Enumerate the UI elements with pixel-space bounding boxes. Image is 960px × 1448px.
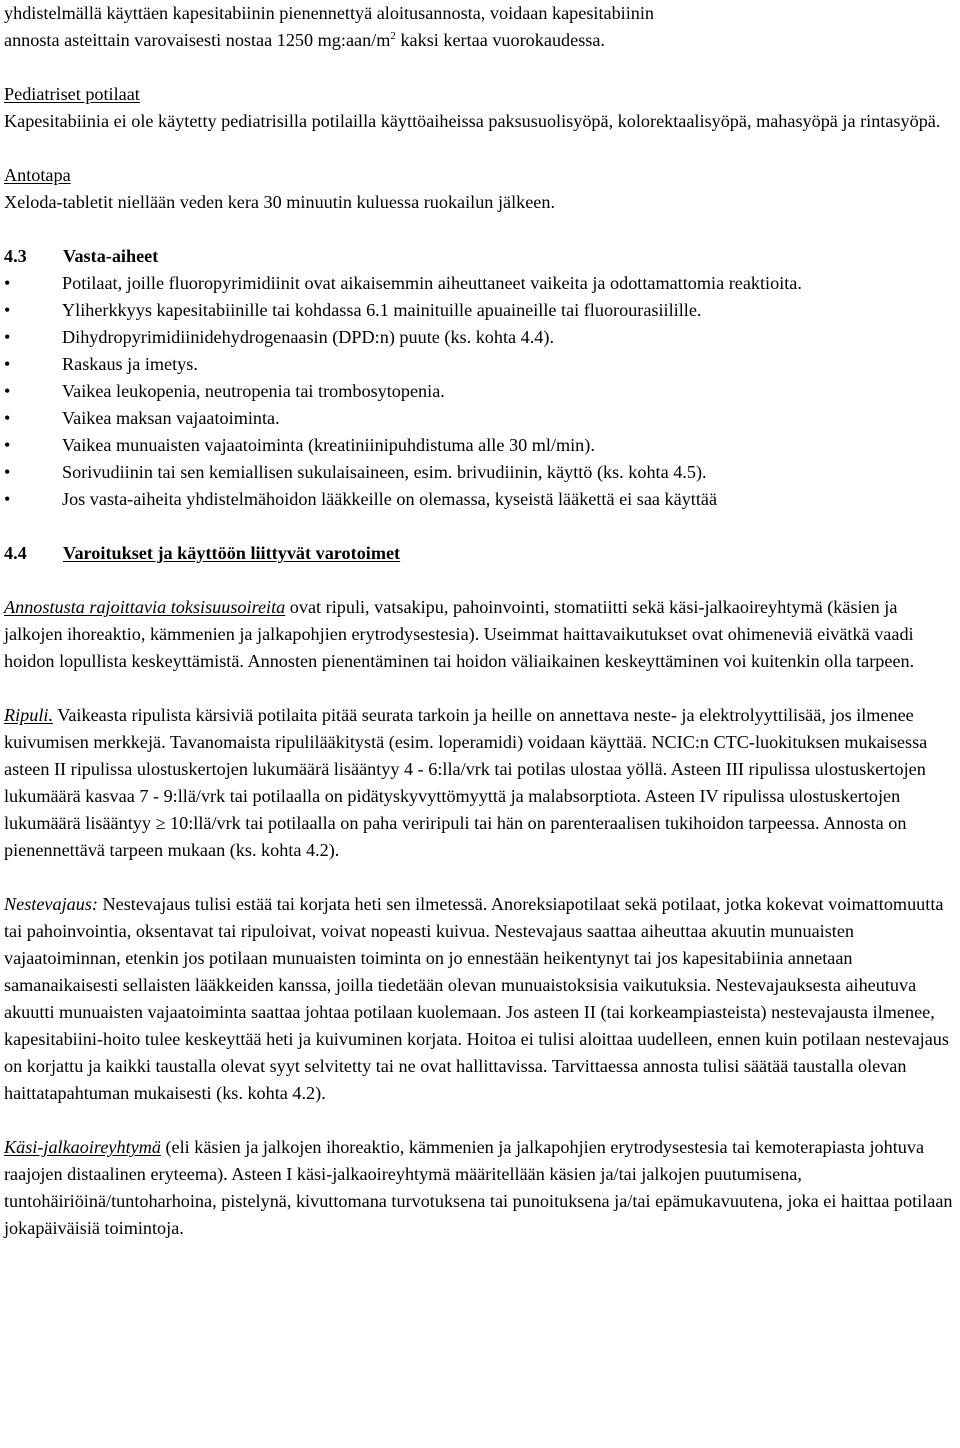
document-page	[4, 0, 956, 1242]
diarrhea-lead: Ripuli.	[4, 705, 54, 725]
superscript-2: 2	[390, 29, 396, 42]
contraindications-list	[4, 270, 956, 513]
diarrhea-text-a: Vaikeasta ripulista kärsiviä potilaita pitää seurata tarkoin ja heille on annettava neste- ja elektrolyyttilisää, jos ilmenee kuivumisen merkkejä. Tavanomaista ripulilääkitystä (esim. loperamidi) voidaan käyttää. NCIC:n CTC-luokituksen mukaisessa asteen II ripulissa ulostuskertojen lukumäärä lisääntyy 4 - 6:lla/vrk tai potilas ulostaa yöllä. Asteen III ripulissa ulostuskertojen lukumäärä kasvaa 7 - 9:llä/vrk tai potilaalla on pidätyskyvyttömyyttä ja malabsorptiota. Asteen IV ripulissa ulostuskertojen lukumäärä lisääntyy	[4, 705, 928, 833]
list-item: • Sorivudiinin tai sen kemiallisen sukulaisaineen, esim. brivudiinin, käyttö (ks. kohta 4.5).	[4, 459, 956, 486]
list-item: • Jos vasta-aiheita yhdistelmähoidon lääkkeille on olemassa, kyseistä lääkettä ei saa käyttää	[4, 486, 956, 513]
list-item: • Vaikea maksan vajaatoiminta.	[4, 405, 956, 432]
section-4-4-title: Varoitukset ja käyttöön liittyvät varotoimet	[63, 543, 401, 563]
section-4-4-number: 4.4	[4, 543, 27, 563]
toxicity-lead: Annostusta rajoittavia toksisuusoireita	[4, 597, 286, 617]
administration-heading: Antotapa	[4, 165, 71, 185]
section-4-3-title: Vasta-aiheet	[63, 246, 159, 266]
toxicity-paragraph	[4, 594, 956, 675]
section-4-4-heading	[4, 540, 956, 567]
administration-text: Xeloda-tabletit niellään veden kera 30 minuutin kuluessa ruokailun jälkeen.	[4, 192, 556, 212]
hand-foot-lead: Käsi-jalkaoireyhtymä	[4, 1137, 161, 1157]
dehydration-paragraph	[4, 891, 956, 1107]
list-item: • Potilaat, joille fluoropyrimidiinit ovat aikaisemmin aiheuttaneet vaikeita ja odottamattomia reaktioita.	[4, 270, 956, 297]
section-4-3-heading	[4, 243, 956, 270]
intro-paragraph	[4, 0, 956, 54]
list-item: • Vaikea munuaisten vajaatoiminta (kreatiniinipuhdistuma alle 30 ml/min).	[4, 432, 956, 459]
list-item: • Yliherkkyys kapesitabiinille tai kohdassa 6.1 mainituille apuaineille tai fluorourasiilille.	[4, 297, 956, 324]
hand-foot-text: (eli käsien ja jalkojen ihoreaktio, kämmenien ja jalkapohjien erytrodysestesia tai kemoterapiasta johtuva raajojen distaalinen eryteema). Asteen I käsi-jalkaoireyhtymä määritellään käsien ja/tai jalkojen puutumisena, tuntohäiriöinä/tuntoharhoina, pistelynä, kivuttomana turvotuksena tai punoituksena ja/tai epämukavuutena, joka ei haittaa potilaan jokapäiväisiä toimintoja.	[4, 1137, 953, 1238]
diarrhea-paragraph	[4, 702, 956, 864]
pediatric-section	[4, 81, 956, 135]
diarrhea-text-b: 10:llä/vrk tai potilaalla on paha veriripuli tai hän on parenteraalisen tukihoidon tarpeessa. Annosta on pienennettävä tarpeen mukaan (ks. kohta 4.2).	[4, 813, 907, 860]
section-4-3-number: 4.3	[4, 246, 27, 266]
greater-equal-symbol: ≥	[155, 813, 166, 833]
pediatric-text: Kapesitabiinia ei ole käytetty pediatrisilla potilailla käyttöaiheissa paksusuolisyöpä, kolorektaalisyöpä, mahasyöpä ja rintasyöpä.	[4, 111, 941, 131]
intro-line-2a: annosta asteittain varovaisesti nostaa 1250 mg:aan/m	[4, 30, 391, 50]
administration-section	[4, 162, 956, 216]
list-item: • Raskaus ja imetys.	[4, 351, 956, 378]
intro-line-1: yhdistelmällä käyttäen kapesitabiinin pienennettyä aloitusannosta, voidaan kapesitabiinin	[4, 3, 655, 23]
dehydration-text: Nestevajaus tulisi estää tai korjata heti sen ilmetessä. Anoreksiapotilaat sekä potilaat, jotka kokevat voimattomuutta tai pahoinvointia, oksentavat tai ripuloivat, voivat nopeasti kuivua. Nestevajaus saattaa aiheuttaa akuutin munuaisten vajaatoiminnan, etenkin jos potilaan munuaisten toiminta on jo ennestään heikentynyt tai jos kapesitabiinia annetaan samanaikaisesti sellaisten lääkkeiden kanssa, joilla tiedetään olevan munuaistoksisia vaikutuksia. Nestevajauksesta aiheutuva akuutti munuaisten vajaatoiminta saattaa johtaa potilaan kuolemaan. Jos asteen II (tai korkeampiasteista) nestevajausta ilmenee, kapesitabiini-hoito tulee keskeyttää heti ja kuivuminen korjata. Hoitoa ei tulisi aloittaa uudelleen, ennen kuin potilaan nestevajaus on korjattu ja kaikki taustalla olevat syyt selvitetty tai ne ovat hallittavissa. Tarvittaessa annosta tulisi säätää taustalla olevan haittatapahtuman mukaisesti (ks. kohta 4.2).	[4, 894, 949, 1103]
toxicity-text: ovat ripuli, vatsakipu, pahoinvointi, stomatiitti sekä käsi-jalkaoireyhtymä (käsien ja jalkojen ihoreaktio, kämmenien ja jalkapohjien erytrodysestesia). Useimmat haittavaikutukset ovat ohimeneviä eivätkä vaadi hoidon lopullista keskeyttämistä. Annosten pienentäminen tai hoidon väliaikainen keskeyttäminen voi kuitenkin olla tarpeen.	[4, 597, 915, 671]
list-item: • Vaikea leukopenia, neutropenia tai trombosytopenia.	[4, 378, 956, 405]
hand-foot-paragraph	[4, 1134, 956, 1242]
list-item: • Dihydropyrimidiinidehydrogenaasin (DPD:n) puute (ks. kohta 4.4).	[4, 324, 956, 351]
dehydration-lead: Nestevajaus:	[4, 894, 98, 914]
intro-line-2b: kaksi kertaa vuorokaudessa.	[395, 30, 605, 50]
pediatric-heading: Pediatriset potilaat	[4, 84, 140, 104]
